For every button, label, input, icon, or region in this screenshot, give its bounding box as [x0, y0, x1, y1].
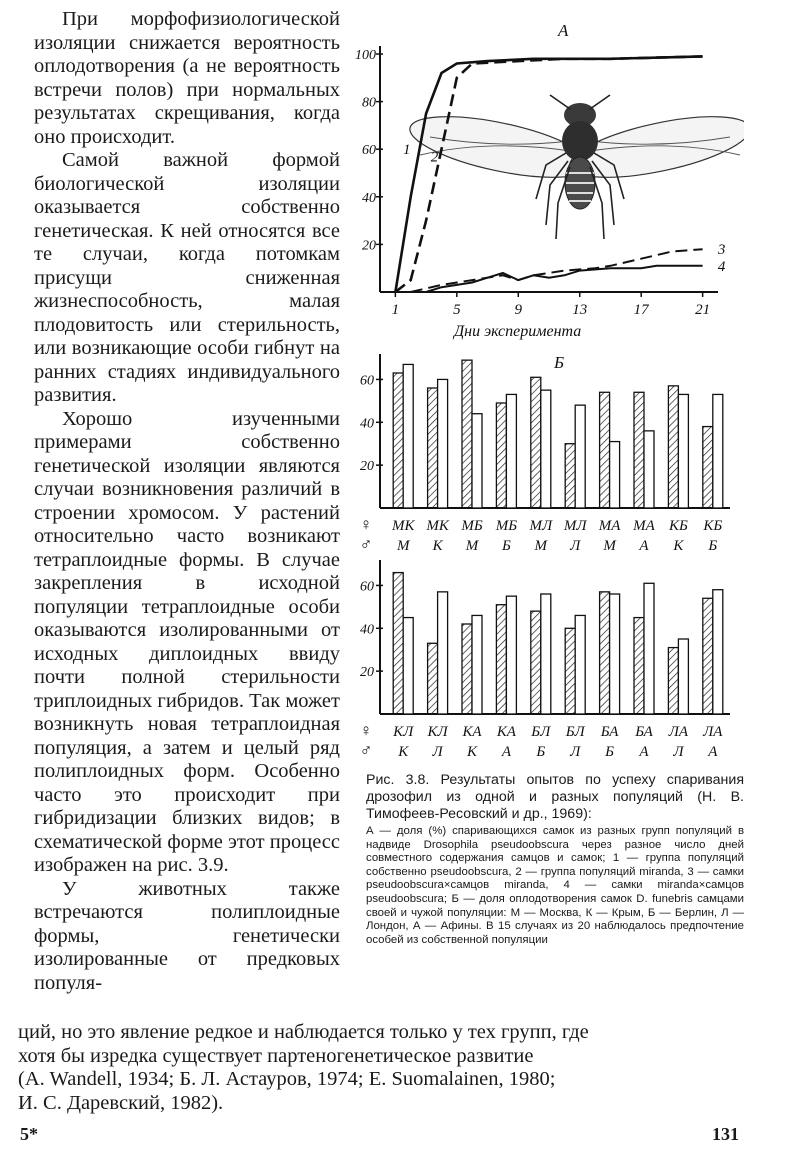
figure-caption — [366, 772, 744, 947]
category-label-female: КЛ — [393, 724, 414, 740]
bar — [438, 379, 448, 508]
figure-b-bar-charts — [344, 348, 744, 768]
paragraph-2: Самой важной формой биологической изоляции оказывается собственно генетическая. К ней относятся все те случаи, когда потомкам присущи сниженная жизнеспособность, малая плодовитость или стерильность, или возникающие особи гибнут на ранних стадиях индивидуального развития. — [34, 149, 340, 406]
x-tick-label: 5 — [453, 302, 461, 318]
paragraph-1: При морфофизиологической изоляции снижается вероятность оплодотворения (а не вероятность встречи полов) при нормальных результатах скрещивания, когда оно происходит. — [34, 8, 340, 148]
bar — [600, 392, 610, 508]
bar — [428, 388, 438, 508]
category-label-female: МБ — [461, 518, 483, 534]
category-label-female: БЛ — [531, 724, 551, 740]
bar — [472, 615, 482, 714]
bar — [713, 590, 723, 714]
y-tick-label: 80 — [362, 95, 376, 111]
y-tick-label: 40 — [360, 416, 374, 432]
figure-b-label: Б — [554, 353, 565, 372]
bar — [565, 628, 575, 714]
category-label-male: К — [432, 538, 443, 554]
y-tick-label: 40 — [362, 190, 376, 206]
x-tick-label: 9 — [514, 302, 523, 318]
x-tick-label: 1 — [391, 302, 400, 318]
figure-a-axes — [355, 46, 718, 318]
category-label-female: МБ — [495, 518, 518, 534]
y-tick-label: 60 — [362, 143, 376, 159]
bar — [531, 611, 541, 714]
category-label-female: КА — [462, 724, 482, 740]
y-tick-label: 60 — [360, 373, 374, 389]
bar — [703, 427, 713, 508]
category-label-female: МК — [391, 518, 415, 534]
male-symbol: ♂ — [359, 741, 373, 760]
category-label-male: А — [501, 744, 511, 760]
y-tick-label: 20 — [362, 238, 376, 254]
female-symbol: ♀ — [359, 721, 373, 740]
bottom-text — [18, 1021, 742, 1115]
y-tick-label: 40 — [360, 622, 374, 638]
figure-a-line-chart — [344, 14, 744, 344]
bar — [600, 592, 610, 714]
bar — [393, 573, 403, 714]
category-label-female: МК — [426, 518, 449, 534]
category-label-female: ЛА — [668, 724, 689, 740]
category-label-male: Л — [673, 744, 684, 760]
figure-a-label: А — [558, 21, 569, 40]
curve-label-4: 4 — [717, 258, 726, 275]
curve-label-1: 1 — [403, 142, 411, 159]
category-label-male: К — [398, 744, 409, 760]
bar — [668, 386, 678, 508]
bar — [541, 390, 551, 508]
figure-a-xlabel: Дни эксперимента — [454, 323, 582, 340]
bar — [506, 596, 516, 714]
paragraph-3: Хорошо изученными примерами собственно генетической изоляции являются случаи возникновения различий в строении хромосом. У растений относительно часто возникают тетраплоидные формы. В случае закрепления в исходной популяции тетраплоидные особи оказываются изолированными от исходных диплоидных ввиду почти полной стерильности триплоидных гибридов. Так может возникнуть новая тетраплоидная популяция, а затем и целый ряд полиплоидных форм. Особенно часто это происходит при гибридизации близких видов; в схематической форме этот процесс изображен на рис. 3.9. — [34, 407, 340, 876]
bar — [678, 394, 688, 508]
male-symbol: ♂ — [359, 535, 373, 554]
paragraph-4: У животных также встречаются полиплоидные формы, генетически изолированные от предковых популя- — [34, 877, 340, 994]
bar — [403, 364, 413, 508]
bottom-line-2: хотя бы изредка существует партеногенетическое развитие — [18, 1044, 534, 1067]
category-label-female: МА — [633, 518, 655, 534]
bar — [713, 394, 723, 508]
bar — [703, 598, 713, 714]
y-tick-label: 20 — [360, 665, 374, 681]
bar — [575, 615, 585, 714]
category-label-male: К — [673, 538, 684, 554]
category-label-male: Б — [605, 744, 615, 760]
y-tick-label: 100 — [355, 48, 376, 63]
bottom-line-3: (A. Wandell, 1934; Б. Л. Астауров, 1974; E. Suomalainen, 1980; — [18, 1068, 556, 1090]
bar — [634, 618, 644, 714]
bottom-line-1: ций, но это явление редкое и наблюдается только у тех групп, где — [18, 1021, 589, 1043]
category-label-male: А — [639, 538, 649, 554]
bar — [644, 431, 654, 508]
page-number: 131 — [712, 1124, 739, 1144]
bar — [610, 442, 620, 508]
category-label-male: М — [396, 538, 410, 554]
category-label-female: БЛ — [565, 724, 585, 740]
category-label-male: М — [534, 538, 548, 554]
bar — [678, 639, 688, 714]
signature-mark: 5* — [20, 1124, 38, 1144]
bar — [610, 594, 620, 714]
category-label-male: Л — [432, 744, 443, 760]
x-tick-label: 13 — [572, 302, 588, 318]
bar — [531, 377, 541, 508]
category-label-female: КБ — [668, 518, 688, 534]
category-label-female: КЛ — [427, 724, 448, 740]
category-label-female: КБ — [703, 518, 723, 534]
figure-b-bottom-chart — [360, 560, 730, 760]
x-tick-label: 17 — [633, 302, 649, 318]
bar — [541, 594, 551, 714]
category-label-female: МЛ — [529, 518, 553, 534]
category-label-male: М — [465, 538, 479, 554]
bar — [428, 643, 438, 714]
bottom-line-4: И. С. Даревский, 1982). — [18, 1091, 224, 1114]
bar — [393, 373, 403, 508]
female-symbol: ♀ — [359, 515, 373, 534]
category-label-male: А — [639, 744, 649, 760]
caption-body: А — доля (%) спаривающихся самок из разных групп популяций в надвиде Drosophila pseudoobscura через разное число дней совместного содержания самцов и самок; 1 — группа популяций собственно pseudoobscura, 2 — группа популяций miranda, 3 — самки pseudoobscura×самцов miranda, 4 — самки miranda×самцов pseudoobscura; Б — доля оплодотворения самок D. funebris самцами своей и чужой популяции: М — Москва, К — Крым, Б — Берлин, Л — Лондон, А — Афины. В 15 случаях из 20 наблюдалось предпочтение особей из собственной популяции — [366, 825, 744, 946]
curve-label-2: 2 — [430, 149, 439, 166]
x-tick-label: 21 — [695, 302, 711, 318]
category-label-female: БА — [635, 724, 653, 740]
left-text-column — [34, 8, 340, 995]
bar — [496, 605, 506, 714]
curve-label-3: 3 — [717, 242, 726, 259]
y-tick-label: 60 — [360, 579, 374, 595]
bar — [634, 392, 644, 508]
category-label-female: КА — [496, 724, 516, 740]
caption-title: Рис. 3.8. Результаты опытов по успеху спаривания дрозофил из одной и разных популяций (Н. В. Тимофеев-Ресовский и др., 1969): — [366, 772, 744, 822]
category-label-female: ЛА — [703, 724, 723, 740]
y-tick-label: 20 — [360, 459, 374, 475]
category-label-female: БА — [600, 724, 619, 740]
bar — [438, 592, 448, 714]
bar — [462, 360, 472, 508]
bar — [565, 444, 575, 508]
bar — [462, 624, 472, 714]
figure-b-top-chart — [360, 354, 730, 554]
category-label-male: Б — [501, 538, 511, 554]
bar — [496, 403, 506, 508]
bar — [472, 414, 482, 508]
fly-illustration — [405, 95, 744, 239]
series-line-4 — [426, 266, 702, 292]
bar — [506, 394, 516, 508]
bar — [668, 648, 678, 714]
category-label-male: Б — [708, 538, 718, 554]
bar — [575, 405, 585, 508]
category-label-male: Л — [570, 744, 581, 760]
category-label-male: Л — [570, 538, 581, 554]
category-label-female: МЛ — [563, 518, 587, 534]
bar — [403, 618, 413, 714]
category-label-male: Б — [536, 744, 546, 760]
category-label-male: М — [603, 538, 616, 554]
bar — [644, 583, 654, 714]
category-label-female: МА — [598, 518, 621, 534]
category-label-male: К — [467, 744, 477, 760]
category-label-male: А — [708, 744, 718, 760]
